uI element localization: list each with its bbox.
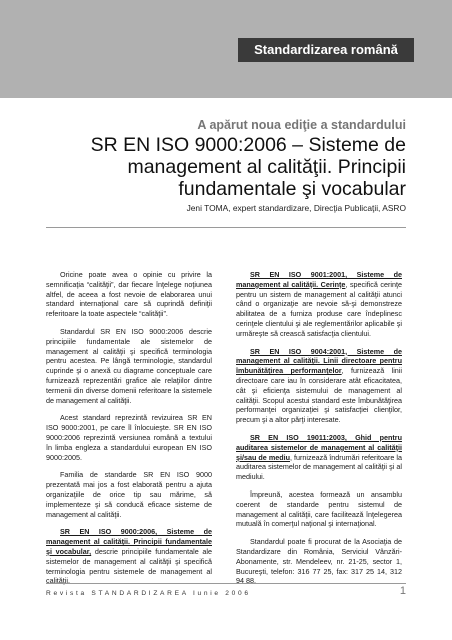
paragraph [236, 270, 402, 339]
paragraph: Împreună, acestea formează un ansamblu coerent de standarde pentru sistemul de management al calităţii, care facilitează înţelegerea mutuală în comerţul naţional şi internaţional. [236, 489, 402, 529]
paragraph: Standardul poate fi procurat de la Asociaţia de Standardizare din România, Serviciul Vânzări-Abonamente, str. Mendeleev, nr. 21-25, sector 1, Bucureşti, telefon: 316 77 25, fax: 317 25 14, 312 94 88. [236, 537, 402, 586]
paragraph [236, 347, 402, 425]
paragraph: Familia de standarde SR EN ISO 9000 prezentată mai jos a fost elaborată pentru a ajuta organizaţiile de orice tip sau mărime, să implementeze şi să conducă eficace sisteme de management al calităţii. [46, 470, 212, 519]
paragraph: Standardul SR EN ISO 9000:2006 descrie principiile fundamentale ale sistemelor de management al calităţii şi specifică terminologia pentru acestea. Pe lângă terminologie, standardul cuprinde şi o anexă cu diagrame conceptuale care furnizează reprezentări grafice ale relaţiilor dintre termenii din diverse domenii referitoare la sistemele de management al calităţii. [46, 326, 212, 405]
title-divider [46, 227, 406, 228]
section-label: Standardizarea română [238, 38, 414, 62]
standard-name: SR EN ISO 9000:2006, Sisteme de management al calităţii. Principii fundamentale şi vocabular, [46, 527, 212, 556]
right-column [236, 270, 402, 594]
standard-description: , furnizează îndrumări referitoare la auditarea sistemelor de management al calităţii şi al mediului. [236, 452, 402, 482]
author-role: , expert standardizare, Direcţia Publicaţii, ASRO [228, 203, 406, 213]
author-name: Jeni TOMA [186, 203, 229, 213]
paragraph [46, 527, 212, 586]
paragraph: Acest standard reprezintă revizuirea SR EN ISO 9000:2001, pe care îl înlocuieşte. SR EN ISO 9000:2006 reprezintă versiunea română a textului în limba engleza a standardului european EN ISO 9000:2005. [46, 413, 212, 462]
paragraph [236, 433, 402, 482]
journal-footer: Revista STANDARDIZAREA Iunie 2006 [46, 590, 251, 597]
left-column [46, 270, 212, 594]
footer-divider [46, 583, 406, 584]
author-line [187, 203, 406, 213]
standard-description: , furnizează linii directoare care iau în considerare atât eficacitatea, cât şi eficienţa sistemului de management al calităţii. Scopul acestui standard este îmbunătăţirea performanţei organizaţiei şi satisfacţiei clienţilor, precum şi a altor părţi interesate. [236, 366, 402, 425]
standard-description: descrie principiile fundamentale ale sistemelor de management al calităţii şi specifică terminologia pentru sistemele de management al calităţii. [46, 546, 212, 586]
standard-name: SR EN ISO 9001:2001, Sisteme de management al calităţii. Cerinţe [236, 270, 402, 289]
standard-description: , specifică cerinţe pentru un sistem de management al calităţii atunci când o organizaţie are nevoie să-şi demonstreze abilitatea de a furniza produse care îndeplinesc cerinţele clientului şi ale reglementărilor aplicabile şi urmăreşte să crească satisfacţia clientului. [236, 279, 402, 338]
standard-name: SR EN ISO 19011:2003, Ghid pentru auditarea sistemelor de management al calităţii şi/sau de mediu [236, 432, 402, 462]
article-title: SR EN ISO 9000:2006 – Sisteme de management al calităţii. Principii fundamentale şi vocabular [90, 134, 406, 200]
paragraph: Oricine poate avea o opinie cu privire la semnificaţia “calităţii”, dar fiecare înţelege noţiunea altfel, de aceea a fost nevoie de elaborarea unui standard internaţional care să cuprindă definiţii referitoare la toate aspectele “calităţii”. [46, 270, 212, 319]
page-number: 1 [399, 585, 406, 597]
article-supratitle: A apărut noua ediţie a standardului [197, 118, 406, 132]
standard-name: SR EN ISO 9004:2001, Sisteme de management al calităţii. Linii directoare pentru îmbunătăţirea performanţelor [236, 346, 402, 376]
